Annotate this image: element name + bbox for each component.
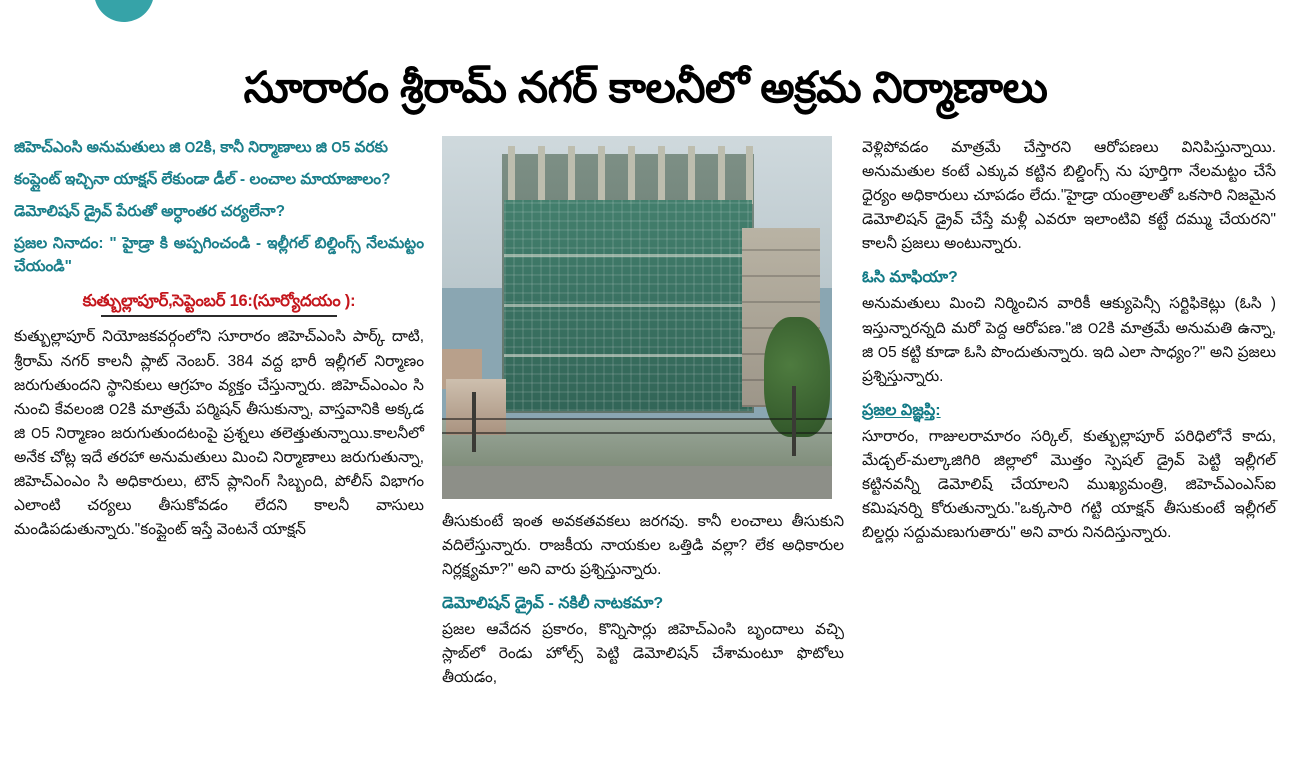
dateline-rule — [101, 315, 337, 317]
body-right-3: సూరారం, గాజులరామారం సర్కిల్, కుత్బుల్లాపూర్ పరిధిలోనే కాదు, మేడ్చల్-మల్కాజిగిరి జిల్లాలో మొత్తం స్పెషల్ డ్రైవ్ పెట్టి ఇల్లీగల్ కట్టినవన్నీ డెమోలిష్ చేయాలని ముఖ్యమంత్రి, జిహెచ్ఎంఎస్ఐ కమిషనర్ని కోరుతున్నారు."ఒక్కసారి గట్టి యాక్షన్ తీసుకుంటే ఇల్లీగల్ బిల్డర్లు సద్దుమణుగుతారు" అని వారు నినదిస్తున్నారు. — [862, 427, 1276, 542]
photo-power-line — [442, 432, 832, 434]
photo-floor-line — [504, 354, 752, 357]
body-left: కుత్బుల్లాపూర్ నియోజకవర్గంలోని సూరారం జిహెచ్ఎంసి పార్క్ దాటి, శ్రీరామ్ నగర్ కాలనీ ప్లాట్ నెంబర్. 384 వద్ద భారీ ఇల్లీగల్ నిర్మాణం జరుగుతుందని స్థానికులు ఆగ్రహం వ్యక్తం చేస్తున్నారు. జిహెచ్ఎంఎం సి నుంచి కేవలంజి ౦2కి మాత్రమే పర్మిషన్ తీసుకున్నా, వాస్తవానికి అక్కడ జి ౦5 నిర్మాణం జరుగుతుందటంపై ప్రశ్నలు తలెత్తుతున్నాయి.కాలనీలో అనేక చోట్ల ఇదే తరహా అనుమతులు మించి నిర్మాణాలు జరుగుతున్నా, జిహెచ్ఎంఎం సి అధికారులు, టౌన్ ప్లానింగ్ సిబ్బంది, పోలీస్ విభాగం ఎలాంటి చర్యలు తీసుకోవడం లేదని కాలనీ వాసులు మండిపడుతున్నారు."కంప్లైంట్ ఇస్తే వెంటనే యాక్షన్ — [14, 328, 424, 538]
subhead-oc-mafia: ఓసి మాఫియా? — [862, 269, 958, 287]
photo-column — [746, 146, 753, 204]
photo-floor-line — [504, 254, 752, 257]
photo-house-near — [446, 379, 506, 435]
photo-column — [568, 146, 575, 204]
article-photo — [442, 136, 832, 499]
page-title: సూరారం శ్రీరామ్ నగర్ కాలనీలో అక్రమ నిర్మాణాలు — [243, 63, 1048, 112]
column-left — [14, 136, 424, 542]
decorative-leaf-icon — [93, 0, 155, 23]
photo-column — [688, 146, 695, 204]
kicker-2: కంప్లైంట్ ఇచ్చినా యాక్షన్ లేకుండా డీల్ - లంచాల మాయాజాలం? — [14, 171, 391, 189]
body-middle-1: తీసుకుంటే ఇంత అవకతవకలు జరగవు. కానీ లంచాలు తీసుకుని వదిలేస్తున్నారు. రాజకీయ నాయకుల ఒత్తిడి వల్లా? లేక అధికారుల నిర్లక్ష్యమా?" అని వారు ప్రశ్నిస్తున్నారు. — [442, 513, 844, 579]
photo-road — [442, 466, 832, 499]
subhead-public-appeal: ప్రజల విజ్ఞప్తి: — [862, 401, 941, 419]
photo-power-line — [442, 418, 832, 420]
photo-column — [658, 146, 665, 204]
photo-utility-pole — [792, 386, 796, 456]
photo-floor-line — [504, 304, 752, 307]
kicker-4: ప్రజల నినాదం: " హైడ్రా కి అప్పగించండి - ఇల్లీగల్ బిల్డింగ్స్ నేలమట్టం చేయండి" — [14, 235, 424, 276]
photo-column — [598, 146, 605, 204]
dateline: కుత్బుల్లాపూర్,సెప్టెంబర్ 16:(సూర్యోదయం ): — [82, 291, 356, 310]
column-middle — [442, 510, 844, 691]
photo-column — [538, 146, 545, 204]
subhead-demolition-drive: డెమోలిషన్ డ్రైవ్ - నకిలీ నాటకమా? — [442, 595, 664, 613]
article-columns — [14, 136, 1276, 756]
photo-column — [508, 146, 515, 204]
body-right-2: అనుమతులు మించి నిర్మించిన వారికీ ఆక్యుపెన్సీ సర్టిఫికెట్లు (ఓసి ) ఇస్తున్నారన్నది మరో పెద్ద ఆరోపణ."జి ౦2కి మాత్రమే అనుమతి ఉన్నా, జి ౦5 కట్టి కూడా ఓసి పొందుతున్నారు. ఇది ఎలా సాధ్యం?" అని ప్రజలు ప్రశ్నిస్తున్నారు. — [862, 295, 1276, 385]
body-right-1: వెళ్లిపోవడం మాత్రమే చేస్తారని ఆరోపణలు వినిపిస్తున్నాయి. అనుమతుల కంటే ఎక్కువ కట్టిన బిల్డింగ్స్ ను పూర్తిగా నేలమట్టం చేసే ధైర్యం అధికారులు చూపడం లేదు."హైడ్రా యంత్రాలతో ఒకసారి నిజమైన డెమోలిషన్ డ్రైవ్ చేస్తే మళ్లీ ఎవరూ ఇలాంటివి కట్టే దమ్ము చేయరని" కాలనీ ప్రజలు అంటున్నారు. — [862, 139, 1276, 253]
photo-utility-pole — [472, 392, 476, 452]
kicker-1: జిహెచ్ఎంసి అనుమతులు జి ౦2కి, కానీ నిర్మాణాలు జి ౦5 వరకు — [14, 139, 388, 156]
column-right — [862, 136, 1276, 545]
photo-column — [718, 146, 725, 204]
body-middle-2: ప్రజల ఆవేదన ప్రకారం, కొన్నిసార్లు జిహెచ్ఎంసి బృందాలు వచ్చి స్లాబ్‌లో రెండు హోల్స్ పెట్టి డెమోలిషన్ చేశామంటూ ఫొటోలు తీయడం, — [442, 621, 844, 687]
kicker-3: డెమోలిషన్ డ్రైవ్ పేరుతో అర్ధాంతర చర్యలేనా? — [14, 203, 286, 221]
photo-column — [628, 146, 635, 204]
